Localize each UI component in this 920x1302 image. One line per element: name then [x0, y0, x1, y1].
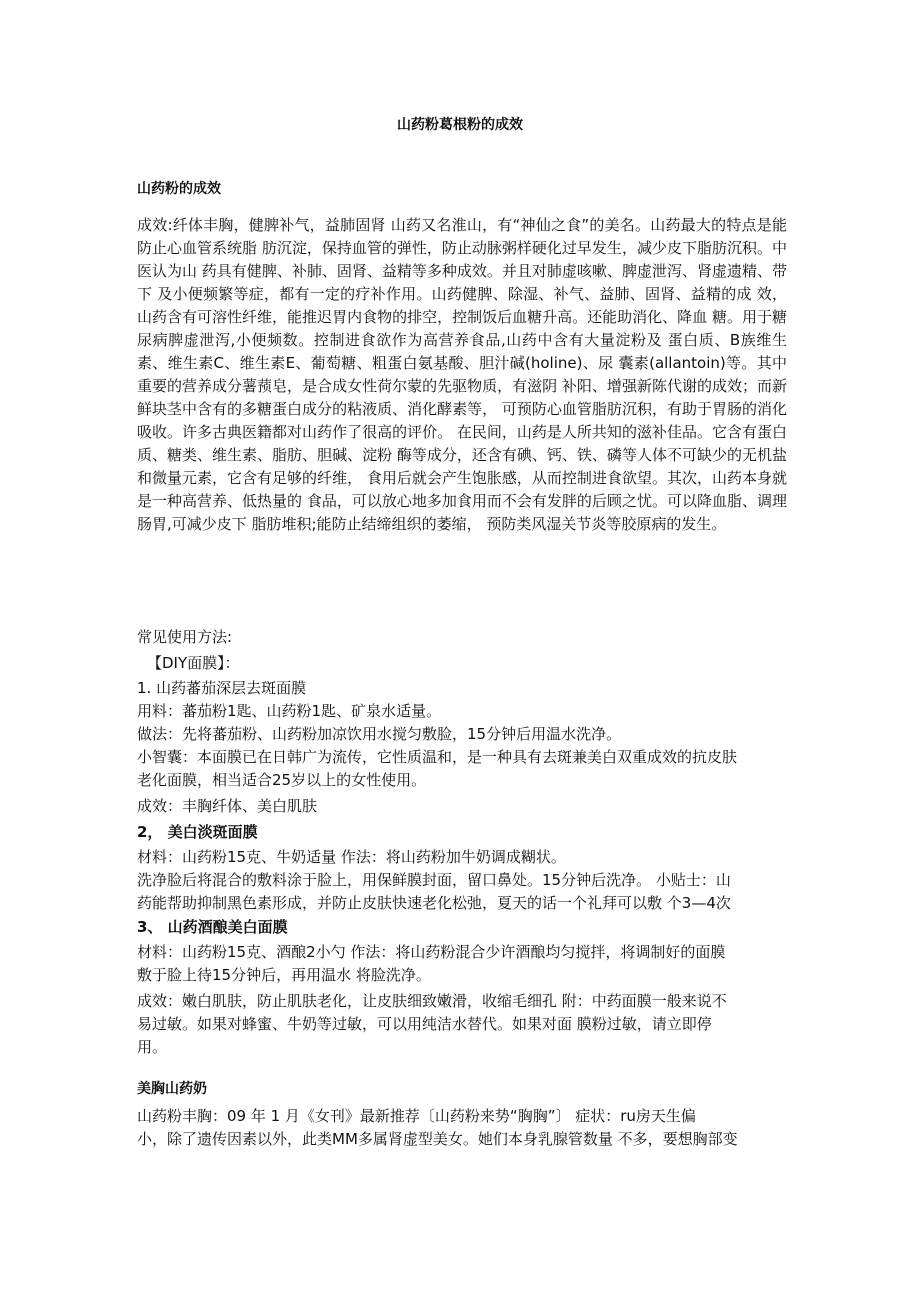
- mask-3-effect-line-3: 用。: [137, 1038, 168, 1056]
- mask-1-method: 做法：先将蕃茄粉、山药粉加凉饮用水搅匀敷脸，15分钟后用温水洗净。: [137, 725, 622, 743]
- mask-1-tip-line-2: 老化面膜，相当适合25岁以上的女性使用。: [137, 771, 427, 789]
- mask-3-title: 3、 山药酒酿美白面膜: [137, 918, 288, 936]
- section-heading-breast-yam-milk: 美胸山药奶: [137, 1081, 207, 1097]
- mask-3-effect-line-1: 成效：嫩白肌肤，防止肌肤老化，让皮肤细致嫩滑，收缩毛细孔 附：中药面膜一般来说不: [137, 992, 727, 1010]
- section-2-line-2: 小，除了遗传因素以外，此类MM多属肾虚型美女。她们本身乳腺管数量 不多，要想胸部变: [137, 1130, 738, 1148]
- mask-2-materials: 材料：山药粉15克、牛奶适量 作法：将山药粉加牛奶调成糊状。: [137, 848, 566, 866]
- section-heading-yam-powder-effects: 山药粉的成效: [137, 181, 221, 197]
- section-body-paragraph: 成效:纤体丰胸，健脾补气，益肺固肾 山药又名淮山，有“神仙之食”的美名。山药最大的特点是能防止心血管系统脂 肪沉淀，保持血管的弹性，防止动脉粥样硬化过早发生，减少皮下脂肪沉积。中医认为山 药具有健脾、补肺、固肾、益精等多种成效。并且对肺虚咳嗽、脾虚泄泻、肾虚遗精、带下 及小便频繁等症，都有一定的疗补作用。山药健脾、除湿、补气、益肺、固肾、益精的成 效，山药含有可溶性纤维，能推迟胃内食物的排空，控制饭后血糖升高。还能助消化、降血 糖。用于糖尿病脾虚泄泻,小便频数。控制进食欲作为高营养食品,山药中含有大量淀粉及 蛋白质、B族维生素、维生素C、维生素E、葡萄糖、粗蛋白氨基酸、胆汁碱(holine)、尿 囊素(allantoin)等。其中重要的营养成分薯蓣皂，是合成女性荷尔蒙的先驱物质，有滋阴 补阳、增强新陈代谢的成效；而新鲜块茎中含有的多糖蛋白成分的粘液质、消化酵素等， 可预防心血管脂肪沉积，有助于胃肠的消化吸收。许多古典医籍都对山药作了很高的评价。 在民间，山药是人所共知的滋补佳品。它含有蛋白质、糖类、维生素、脂肪、胆碱、淀粉 酶等成分，还含有碘、钙、铁、磷等人体不可缺少的无机盐和微量元素，它含有足够的纤维， 食用后就会产生饱胀感，从而控制进食欲望。其次，山药本身就是一种高营养、低热量的 食品，可以放心地多加食用而不会有发胖的后顾之忧。可以降血脂、调理肠胃,可减少皮下 脂肪堆积;能防止结缔组织的萎缩， 预防类风湿关节炎等胶原病的发生。: [137, 216, 787, 533]
- mask-1-ingredients: 用料：蕃茄粉1匙、山药粉1匙、矿泉水适量。: [137, 702, 442, 720]
- mask-1-effect: 成效：丰胸纤体、美白肌肤: [137, 797, 318, 815]
- mask-3-materials-line-2: 敷于脸上待15分钟后，再用温水 将脸洗净。: [137, 966, 431, 984]
- mask-3-effect-line-2: 易过敏。如果对蜂蜜、牛奶等过敏，可以用纯洁水替代。如果对面 膜粉过敏，请立即停: [137, 1015, 712, 1033]
- section-2-line-1: 山药粉丰胸：09 年 1 月《女刊》最新推荐〔山药粉来势“胸胸”〕 症状：ru房天生偏: [137, 1107, 696, 1125]
- mask-2-method-line-2: 药能帮助抑制黑色素形成，并防止皮肤快速老化松弛，夏天的话一个礼拜可以敷 个3—4次: [137, 894, 731, 912]
- diy-mask-label: 【DIY面膜】：: [147, 654, 240, 672]
- mask-2-title: 2， 美白淡斑面膜: [137, 823, 258, 841]
- mask-1-title: 1. 山药蕃茄深层去斑面膜: [137, 679, 307, 697]
- document-title: 山药粉葛根粉的成效: [397, 117, 523, 133]
- mask-3-materials-line-1: 材料：山药粉15克、酒酿2小勺 作法：将山药粉混合少许酒酿均匀搅拌，将调制好的面膜: [137, 943, 726, 961]
- mask-1-tip-line-1: 小智囊：本面膜已在日韩广为流传，它性质温和，是一种具有去斑兼美白双重成效的抗皮肤: [137, 748, 738, 766]
- mask-2-method-line-1: 洗净脸后将混合的敷料涂于脸上，用保鲜膜封面，留口鼻处。15分钟后洗净。 小贴士：山: [137, 871, 731, 889]
- usage-heading: 常见使用方法:: [137, 628, 233, 646]
